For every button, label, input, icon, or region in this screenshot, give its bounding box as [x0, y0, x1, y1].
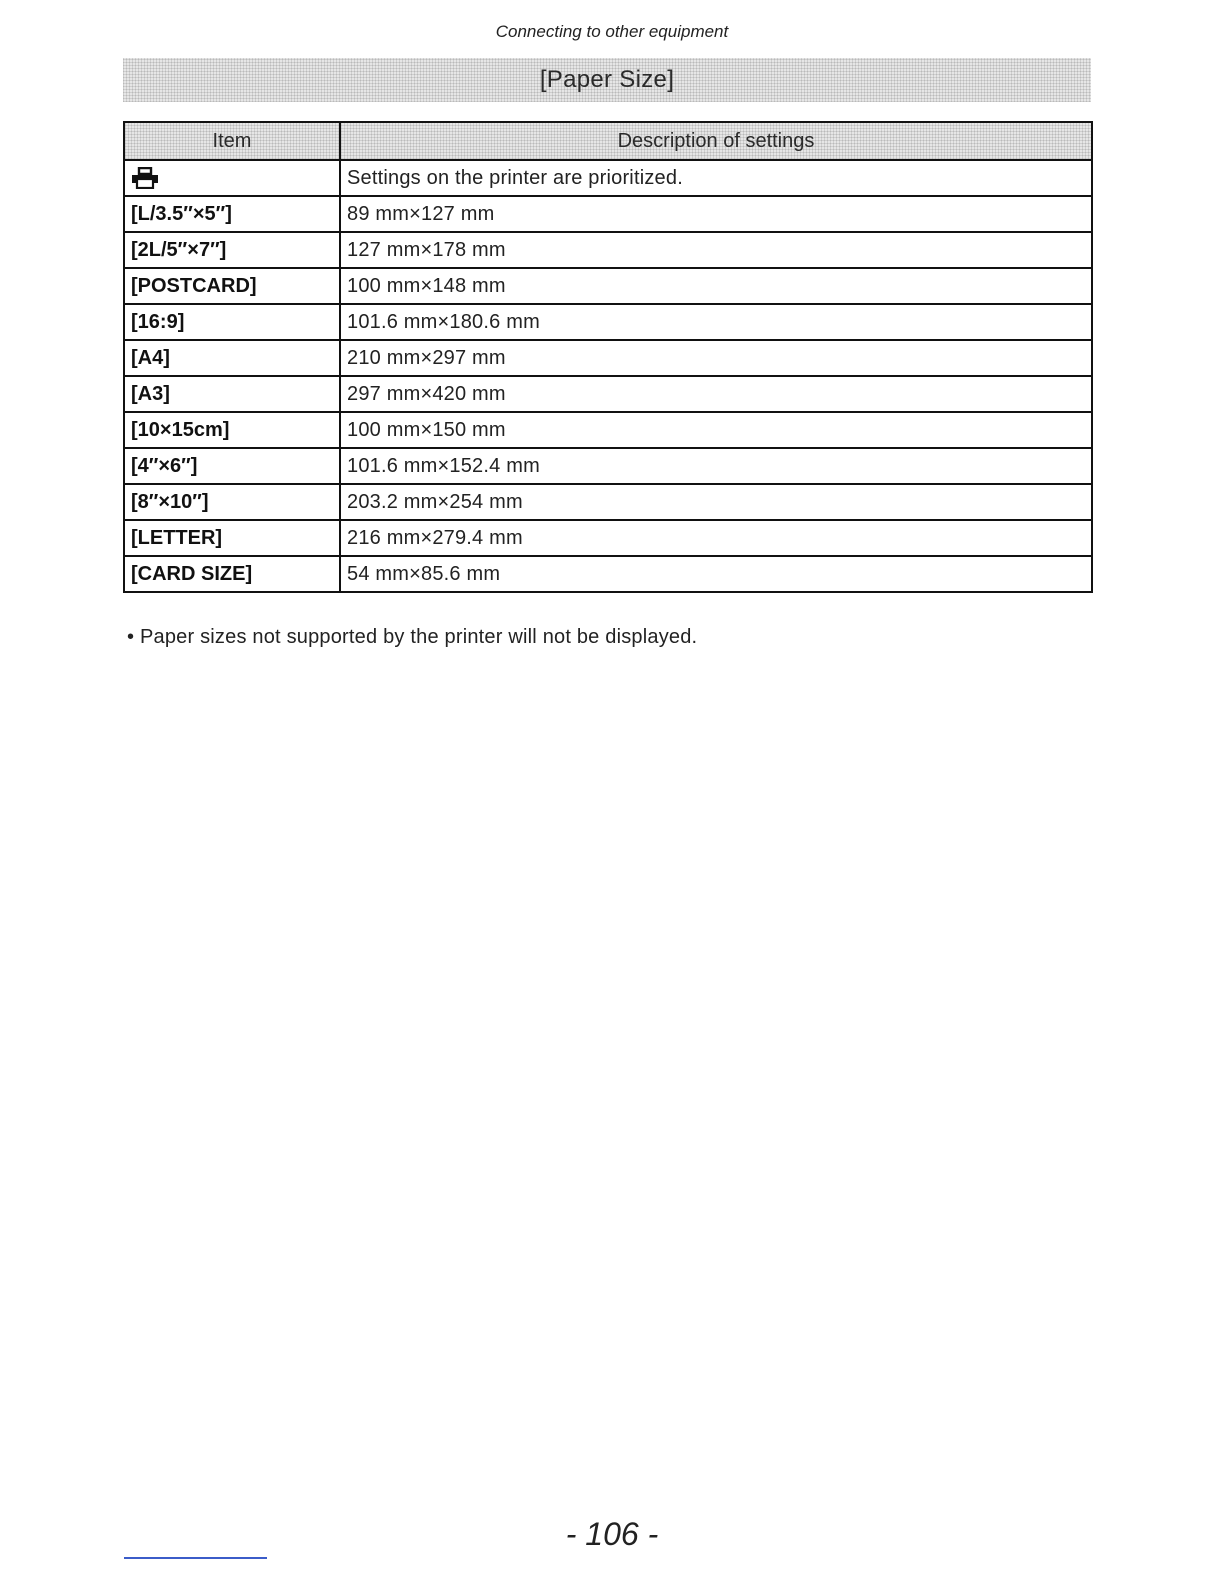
- table-row: [124, 268, 1092, 304]
- description-cell: 101.6 mm×152.4 mm: [340, 448, 1092, 484]
- item-cell: [A4]: [124, 340, 340, 376]
- item-cell: [POSTCARD]: [124, 268, 340, 304]
- table-row: [124, 160, 1092, 196]
- item-cell: [LETTER]: [124, 520, 340, 556]
- item-cell: [10×15cm]: [124, 412, 340, 448]
- table-row: [124, 196, 1092, 232]
- description-cell: 89 mm×127 mm: [340, 196, 1092, 232]
- table-row: [124, 412, 1092, 448]
- description-cell: 127 mm×178 mm: [340, 232, 1092, 268]
- table-row: [124, 376, 1092, 412]
- item-cell: [4″×6″]: [124, 448, 340, 484]
- description-cell: 101.6 mm×180.6 mm: [340, 304, 1092, 340]
- table-row: [124, 304, 1092, 340]
- item-cell: [L/3.5″×5″]: [124, 196, 340, 232]
- footnote: • Paper sizes not supported by the printer will not be displayed.: [127, 626, 698, 648]
- description-cell: 203.2 mm×254 mm: [340, 484, 1092, 520]
- running-header: Connecting to other equipment: [495, 22, 729, 41]
- item-cell: [124, 160, 340, 196]
- description-cell: 100 mm×148 mm: [340, 268, 1092, 304]
- description-cell: 216 mm×279.4 mm: [340, 520, 1092, 556]
- table-row: [124, 232, 1092, 268]
- table-row: [124, 448, 1092, 484]
- paper-size-table: [123, 121, 1093, 593]
- table-row: [124, 340, 1092, 376]
- item-cell: [CARD SIZE]: [124, 556, 340, 592]
- description-cell: 54 mm×85.6 mm: [340, 556, 1092, 592]
- item-cell: [16:9]: [124, 304, 340, 340]
- bottom-rule: [124, 1557, 267, 1559]
- table-header-row: [124, 122, 1092, 160]
- description-cell: 210 mm×297 mm: [340, 340, 1092, 376]
- column-header-description: Description of settings: [340, 122, 1092, 160]
- section-title: [Paper Size]: [539, 66, 675, 93]
- item-cell: [8″×10″]: [124, 484, 340, 520]
- section-title-banner: [123, 58, 1091, 102]
- description-cell: 100 mm×150 mm: [340, 412, 1092, 448]
- table-row: [124, 484, 1092, 520]
- description-cell: 297 mm×420 mm: [340, 376, 1092, 412]
- column-header-item: Item: [124, 122, 340, 160]
- table-row: [124, 520, 1092, 556]
- printer-icon: [131, 167, 159, 189]
- item-cell: [2L/5″×7″]: [124, 232, 340, 268]
- description-cell: Settings on the printer are prioritized.: [340, 160, 1092, 196]
- item-cell: [A3]: [124, 376, 340, 412]
- page-number: - 106 -: [565, 1516, 659, 1552]
- table-row: [124, 556, 1092, 592]
